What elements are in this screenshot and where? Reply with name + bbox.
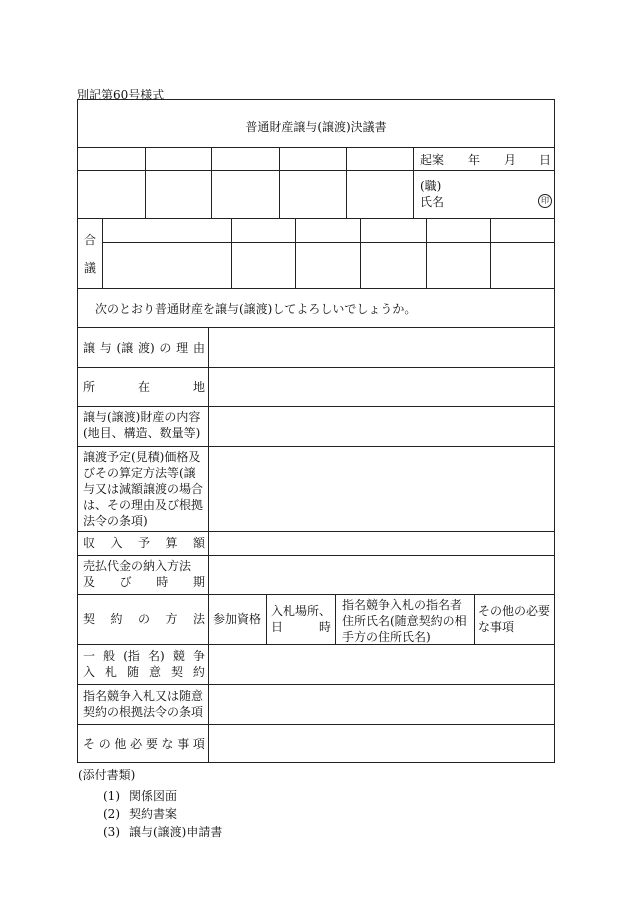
label-general-1: 一 般 (指 名) 競 争: [83, 649, 205, 663]
rule-consult-v4: [426, 218, 427, 288]
rule-stamp-mid: [78, 170, 554, 171]
rule-contract-v3: [474, 594, 475, 644]
rule-stamp-bottom: [78, 218, 554, 219]
rule-contract-v2: [335, 594, 336, 644]
rule-row5: [78, 555, 554, 556]
label-price-1: 譲渡予定(見積)価格及: [83, 450, 201, 464]
label-location: 所 在 地: [83, 380, 205, 394]
contract-col-place-2: 日 時: [271, 620, 331, 634]
rule-row6: [78, 594, 554, 595]
rule-stamp-v3: [279, 147, 280, 218]
contract-col-bidders-3: 手方の住所氏名): [342, 630, 431, 644]
rule-row9: [78, 724, 554, 725]
rule-row4: [78, 531, 554, 532]
rule-stamp-v5: [413, 147, 414, 218]
attachment-text-1: 関係図面: [129, 789, 178, 803]
label-price-5: 法令の条項): [83, 514, 148, 528]
label-price-2: びその算定方法等(譲: [83, 466, 196, 480]
draft-month: 月: [504, 153, 517, 167]
rule-consult-v3: [360, 218, 361, 288]
draft-year: 年: [468, 153, 481, 167]
position-label: (職): [420, 179, 442, 193]
attachment-num-3: (3): [103, 825, 120, 839]
rule-row3: [78, 446, 554, 447]
label-budget: 収 入 予 算 額: [83, 536, 205, 550]
resolution-form: [77, 99, 555, 763]
intro-text: 次のとおり普通財産を譲与(譲渡)してよろしいでしょうか。: [95, 302, 417, 316]
attachments-heading: (添付書類): [78, 768, 136, 782]
rule-consult-v2: [295, 218, 296, 288]
rule-label-column: [208, 327, 209, 762]
rule-row7: [78, 644, 554, 645]
label-contract-method: 契 約 の 方 法: [83, 612, 205, 626]
rule-row2: [78, 406, 554, 407]
contract-col-other-1: その他の必要: [478, 604, 551, 618]
rule-contract-v1: [266, 594, 267, 644]
rule-consult-v1: [231, 218, 232, 288]
rule-row1: [78, 367, 554, 368]
rule-stamp-v2: [211, 147, 212, 218]
rule-title-bottom: [78, 147, 554, 148]
attachment-num-1: (1): [103, 789, 120, 803]
contract-col-qualification: 参加資格: [213, 612, 262, 626]
label-basis-2: 契約の根拠法令の条項: [83, 705, 204, 719]
draft-day: 日: [539, 153, 552, 167]
rule-stamp-v1: [145, 147, 146, 218]
rule-consult-v5: [490, 218, 491, 288]
document-title: 普通財産譲与(譲渡)決議書: [245, 120, 387, 134]
attachment-num-2: (2): [103, 807, 120, 821]
rule-intro-bottom: [78, 327, 554, 328]
form-number-label: 別記第60号様式: [77, 88, 165, 102]
draft-label: 起案: [420, 153, 445, 167]
label-price-3: 与又は減額譲渡の場合: [83, 482, 204, 496]
rule-consult-bottom: [78, 288, 554, 289]
contract-col-place-1: 入札場所、: [271, 604, 332, 618]
label-reason: 譲 与 (譲 渡) の 理 由: [83, 341, 205, 355]
label-other: そ の 他 必 要 な 事 項: [83, 737, 205, 751]
rule-consult-mid: [102, 242, 554, 243]
label-basis-1: 指名競争入札又は随意: [83, 689, 204, 703]
rule-stamp-v4: [346, 147, 347, 218]
attachment-text-2: 契約書案: [129, 807, 178, 821]
rule-row8: [78, 684, 554, 685]
seal-mark: 印: [538, 194, 552, 208]
label-general-2: 入 札 随 意 契 約: [83, 665, 205, 679]
contract-col-other-2: な事項: [478, 620, 515, 634]
contract-col-bidders-2: 住所氏名(随意契約の相: [342, 614, 467, 628]
consult-char-2: 議: [84, 261, 97, 275]
attachment-text-3: 譲与(譲渡)申請書: [129, 825, 223, 839]
contract-col-bidders-1: 指名競争入札の指名者: [342, 598, 463, 612]
label-payment-1: 売払代金の納入方法: [83, 559, 192, 573]
consult-char-1: 合: [84, 233, 97, 247]
label-payment-2: 及 び 時 期: [83, 575, 205, 589]
label-content-1: 譲与(譲渡)財産の内容: [83, 410, 201, 424]
label-price-4: は、その理由及び根拠: [83, 498, 204, 512]
rule-consult-v0: [102, 218, 103, 288]
label-content-2: (地目、構造、数量等): [83, 426, 201, 440]
name-label: 氏名: [420, 195, 445, 209]
